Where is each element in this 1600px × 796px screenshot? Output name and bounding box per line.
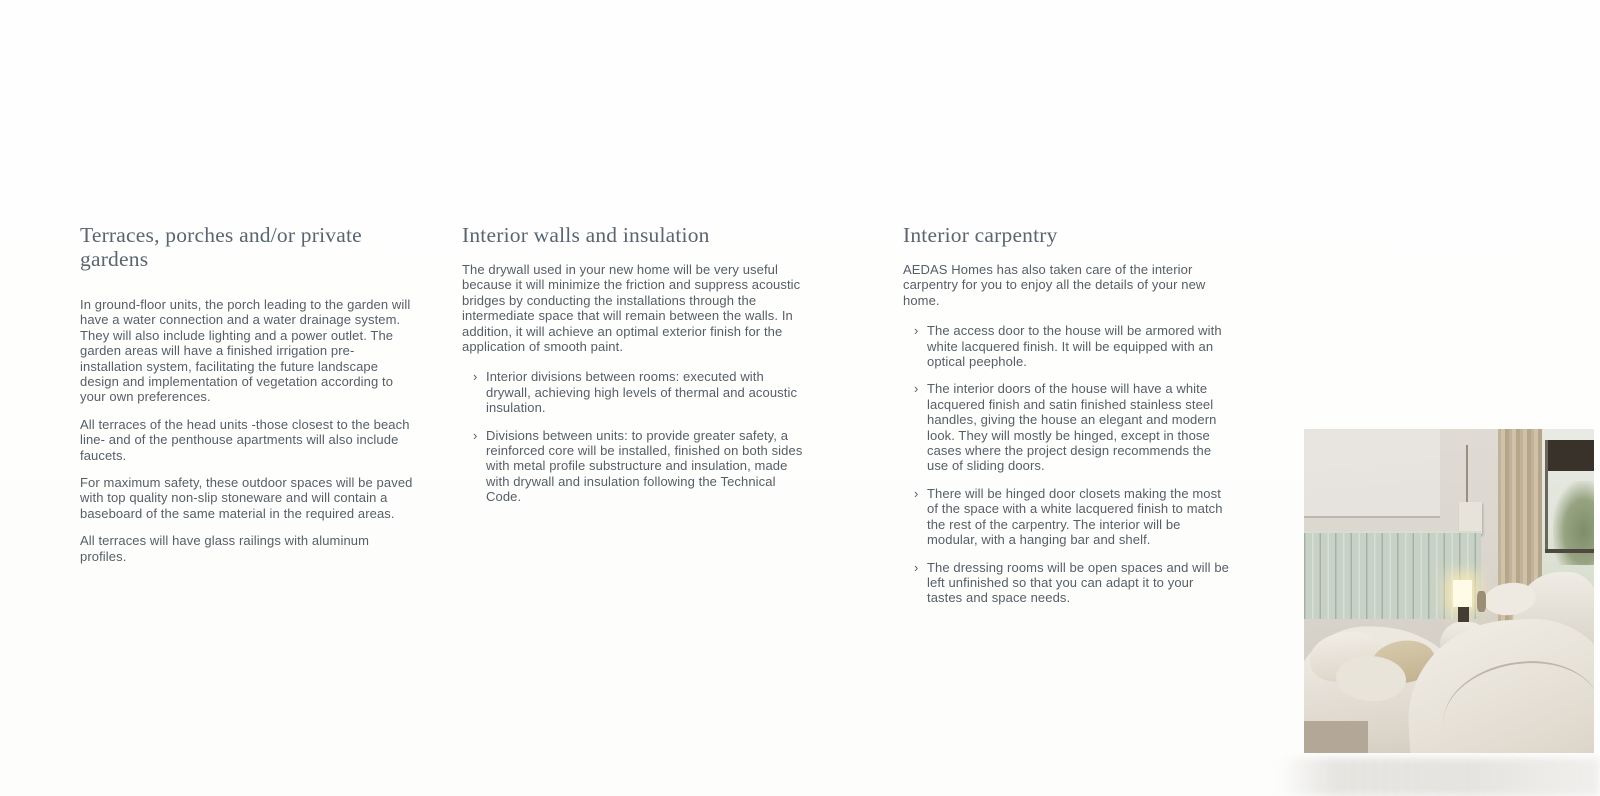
bullet-text: Divisions between units: to provide greater safety, a reinforced core will be installed, finished on both sides with metal profile substructure and insulation, made with drywall and insulation following the Technical Code. — [486, 427, 803, 505]
column-terraces — [80, 223, 414, 576]
paragraph: In ground-floor units, the porch leading to the garden will have a water connection and a water drainage system. They will also include lighting and a power outlet. The garden areas will have a finished irrigation pre-installation system, facilitating the future landscape design and implementation of vegetation according to your own preferences. — [80, 297, 411, 405]
bullet-text: The interior doors of the house will have a white lacquered finish and satin finished stainless steel handles, giving the house an elegant and modern look. They will mostly be hinged, except in those cases where the project design recommends the use of sliding doors. — [927, 381, 1217, 474]
column-heading: Terraces, porches and/or private gardens — [80, 223, 362, 271]
column-interior-walls — [462, 223, 804, 517]
bullet-item — [914, 381, 1231, 473]
bullet-marker: › — [914, 381, 919, 397]
photo-vase — [1477, 591, 1486, 612]
photo-window-header — [1546, 440, 1594, 471]
photo-lamp-base — [1458, 607, 1470, 622]
paragraph: The drywall used in your new home will be very useful because it will minimize the friction and suppress acoustic bridges by conducting the installations through the intermediate space that will remain between the walls. In addition, it will achieve an optimal exterior finish for the application of smooth paint. — [462, 262, 801, 355]
bullet-item — [473, 369, 804, 415]
bullet-text: Interior divisions between rooms: executed with drywall, achieving high levels of thermal and acoustic insulation. — [486, 369, 798, 416]
photo-bed-base — [1304, 721, 1368, 753]
bullet-text: There will be hinged door closets making the most of the space with a white lacquered finish to match the rest of the carpentry. The interior will be modular, with a hanging bar and shelf. — [927, 485, 1223, 548]
bullet-marker: › — [473, 427, 478, 443]
bullet-list — [462, 369, 804, 504]
bullet-marker: › — [914, 485, 919, 501]
scan-shadow-artifact — [1278, 758, 1600, 796]
paragraph: AEDAS Homes has also taken care of the interior carpentry for you to enjoy all the details of your new home. — [903, 262, 1206, 308]
photo-window-sill — [1545, 549, 1594, 554]
bullet-marker: › — [473, 369, 478, 385]
bullet-item — [914, 486, 1231, 548]
photo-lamp — [1453, 580, 1472, 608]
photo-artwork — [1459, 502, 1482, 534]
column-heading: Interior carpentry — [903, 223, 1058, 247]
column-interior-carpentry — [903, 223, 1231, 618]
bullet-list — [903, 323, 1231, 606]
bullet-marker: › — [914, 559, 919, 575]
paragraph: All terraces will have glass railings with aluminum profiles. — [80, 533, 370, 564]
photo-wall-upper-panel — [1304, 429, 1440, 516]
column-heading: Interior walls and insulation — [462, 223, 710, 247]
bedroom-photo — [1304, 429, 1594, 753]
bullet-text: The access door to the house will be armored with white lacquered finish. It will be equipped with an optical peephole. — [927, 323, 1222, 370]
bullet-item — [914, 323, 1231, 369]
paragraph: All terraces of the head units -those closest to the beach line- and of the penthouse apartments will also include faucets. — [80, 416, 410, 463]
photo-wall-seam — [1304, 516, 1440, 518]
bullet-marker: › — [914, 323, 919, 339]
paragraph: For maximum safety, these outdoor spaces will be paved with top quality non-slip stoneware and will contain a baseboard of the same material in the required areas. — [80, 475, 413, 521]
photo-window-frame — [1545, 440, 1548, 550]
bullet-item — [473, 428, 804, 505]
bullet-text: The dressing rooms will be open spaces and will be left unfinished so that you can adapt it to your tastes and space needs. — [927, 559, 1229, 606]
bullet-item — [914, 560, 1231, 606]
